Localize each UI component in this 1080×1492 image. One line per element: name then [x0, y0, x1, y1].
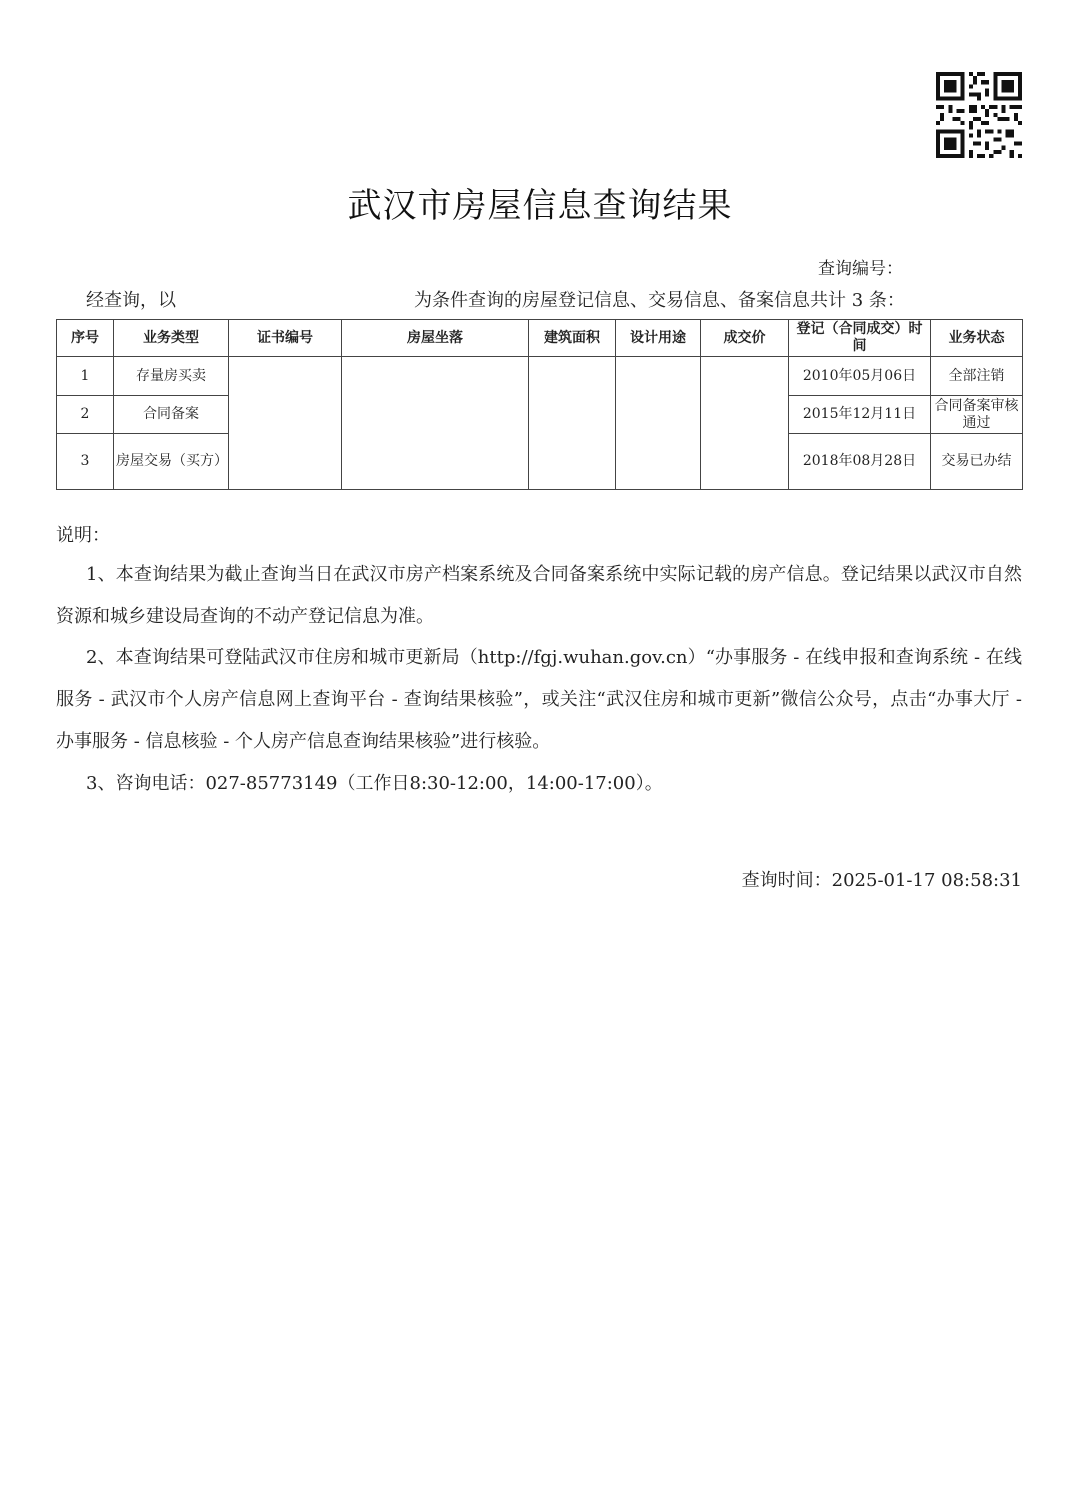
row-location — [342, 396, 529, 434]
row-price — [701, 396, 789, 434]
query-number-label: 查询编号： — [818, 259, 903, 279]
row-registration-time: 2015年12月11日 — [789, 396, 931, 434]
header-area: 建筑面积 — [529, 320, 616, 357]
row-location — [342, 357, 529, 396]
header-business-type: 业务类型 — [114, 320, 229, 357]
table-row — [57, 357, 1023, 396]
header-location: 房屋坐落 — [342, 320, 529, 357]
query-time: 查询时间：2025-01-17 08:58:31 — [741, 870, 1022, 891]
row-price — [701, 434, 789, 490]
table-row — [57, 396, 1023, 434]
row-status: 全部注销 — [931, 357, 1023, 396]
header-certificate-number: 证书编号 — [229, 320, 342, 357]
notes-heading: 说明： — [56, 525, 110, 546]
row-registration-time: 2010年05月06日 — [789, 357, 931, 396]
row-area — [529, 434, 616, 490]
row-business-type: 存量房买卖 — [114, 357, 229, 396]
header-design-use: 设计用途 — [616, 320, 701, 357]
row-area — [529, 396, 616, 434]
header-status: 业务状态 — [931, 320, 1023, 357]
results-table — [56, 319, 1023, 490]
row-certificate-number — [229, 357, 342, 396]
intro-right-text: 为条件查询的房屋登记信息、交易信息、备案信息共计 3 条： — [414, 290, 905, 311]
page-title: 武汉市房屋信息查询结果 — [347, 186, 733, 226]
row-no: 3 — [57, 434, 114, 490]
row-no: 1 — [57, 357, 114, 396]
row-location — [342, 434, 529, 490]
note-item: 3、咨询电话：027-85773149（工作日8:30-12:00，14:00-17:00）。 — [86, 773, 663, 794]
header-price: 成交价 — [701, 320, 789, 357]
row-certificate-number — [229, 396, 342, 434]
note-item: 2、本查询结果可登陆武汉市住房和城市更新局（http://fgj.wuhan.gov.cn）“办事服务 - 在线申报和查询系统 - 在线服务 - 武汉市个人房产信息网上查询平台 - 查询结果核验”，或关注“武汉住房和城市更新”微信公众号，点击“办事大厅 - 办事服务 - 信息核验 - 个人房产信息查询结果核验”进行核验。 — [56, 647, 1022, 752]
intro-left-text: 经查询，以 — [86, 290, 176, 311]
note-item: 1、本查询结果为截止查询当日在武汉市房产档案系统及合同备案系统中实际记载的房产信息。登记结果以武汉市自然资源和城乡建设局查询的不动产登记信息为准。 — [56, 564, 1022, 627]
row-area — [529, 357, 616, 396]
row-status: 交易已办结 — [931, 434, 1023, 490]
row-design-use — [616, 357, 701, 396]
qr-code-icon — [936, 72, 1022, 158]
row-design-use — [616, 396, 701, 434]
table-row — [57, 434, 1023, 490]
row-business-type: 房屋交易（买方） — [114, 434, 229, 490]
row-design-use — [616, 434, 701, 490]
row-business-type: 合同备案 — [114, 396, 229, 434]
row-registration-time: 2018年08月28日 — [789, 434, 931, 490]
row-no: 2 — [57, 396, 114, 434]
row-status: 合同备案审核通过 — [931, 396, 1023, 434]
table-header-row — [57, 320, 1023, 357]
row-price — [701, 357, 789, 396]
header-no: 序号 — [57, 320, 114, 357]
row-certificate-number — [229, 434, 342, 490]
header-registration-time: 登记（合同成交）时间 — [789, 320, 931, 357]
